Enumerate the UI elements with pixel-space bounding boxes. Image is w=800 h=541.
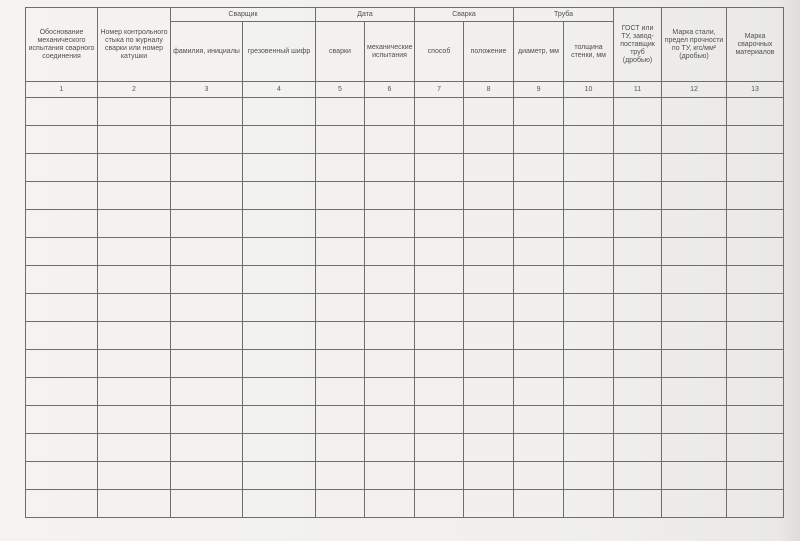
table-cell	[727, 434, 784, 462]
table-cell	[662, 266, 727, 294]
table-cell	[514, 406, 564, 434]
table-cell	[171, 378, 243, 406]
table-cell	[614, 462, 662, 490]
table-cell	[514, 126, 564, 154]
table-cell	[464, 490, 514, 518]
table-cell	[365, 154, 415, 182]
header-group-date: Дата	[316, 8, 415, 22]
column-number: 9	[514, 82, 564, 98]
table-cell	[727, 378, 784, 406]
table-cell	[26, 154, 98, 182]
table-cell	[564, 462, 614, 490]
table-row	[26, 350, 784, 378]
table-row	[26, 126, 784, 154]
table-cell	[26, 490, 98, 518]
table-cell	[727, 154, 784, 182]
table-cell	[415, 294, 464, 322]
table-cell	[614, 378, 662, 406]
table-cell	[415, 378, 464, 406]
table-cell	[243, 406, 316, 434]
table-cell	[415, 350, 464, 378]
table-cell	[662, 462, 727, 490]
table-cell	[464, 210, 514, 238]
header-c10: толщина стенки, мм	[564, 22, 614, 82]
table-cell	[564, 434, 614, 462]
table-cell	[316, 182, 365, 210]
table-cell	[171, 210, 243, 238]
table-cell	[415, 462, 464, 490]
table-cell	[415, 126, 464, 154]
table-cell	[171, 238, 243, 266]
table-cell	[171, 434, 243, 462]
table-cell	[243, 378, 316, 406]
table-cell	[564, 98, 614, 126]
table-cell	[564, 350, 614, 378]
table-cell	[564, 322, 614, 350]
table-cell	[415, 182, 464, 210]
table-cell	[171, 322, 243, 350]
table-cell	[98, 294, 171, 322]
table-cell	[365, 462, 415, 490]
table-cell	[171, 350, 243, 378]
table-cell	[243, 434, 316, 462]
table-cell	[464, 154, 514, 182]
header-group-welder: Сварщик	[171, 8, 316, 22]
table-cell	[171, 294, 243, 322]
header-group-welding: Сварка	[415, 8, 514, 22]
header-c4: грезовенный шифр	[243, 22, 316, 82]
table-cell	[243, 154, 316, 182]
table-cell	[564, 378, 614, 406]
table-cell	[727, 294, 784, 322]
table-cell	[464, 322, 514, 350]
table-cell	[662, 322, 727, 350]
table-cell	[98, 378, 171, 406]
table-cell	[316, 98, 365, 126]
table-cell	[171, 462, 243, 490]
table-cell	[26, 266, 98, 294]
table-cell	[564, 154, 614, 182]
table-cell	[98, 490, 171, 518]
table-cell	[727, 462, 784, 490]
table-cell	[243, 238, 316, 266]
table-cell	[614, 266, 662, 294]
table-cell	[662, 238, 727, 266]
table-cell	[243, 210, 316, 238]
header-c3: фамилия, инициалы	[171, 22, 243, 82]
table-cell	[614, 350, 662, 378]
table-cell	[365, 350, 415, 378]
table-cell	[514, 98, 564, 126]
column-number: 11	[614, 82, 662, 98]
header-group-pipe: Труба	[514, 8, 614, 22]
table-cell	[98, 154, 171, 182]
table-cell	[514, 462, 564, 490]
header-c11: ГОСТ или ТУ, завод-поставщик труб (дробью)	[614, 8, 662, 82]
table-cell	[514, 266, 564, 294]
table-cell	[564, 238, 614, 266]
table-cell	[365, 378, 415, 406]
table-cell	[564, 126, 614, 154]
header-c12: Марка стали, предел прочности по ТУ, кгс/мм² (дробью)	[662, 8, 727, 82]
table-row	[26, 154, 784, 182]
table-cell	[662, 154, 727, 182]
table-cell	[316, 378, 365, 406]
table-cell	[316, 294, 365, 322]
table-cell	[662, 98, 727, 126]
table-cell	[662, 490, 727, 518]
table-cell	[26, 238, 98, 266]
table-row	[26, 266, 784, 294]
header-c9: диаметр, мм	[514, 22, 564, 82]
table-cell	[365, 322, 415, 350]
table-row	[26, 462, 784, 490]
table-cell	[365, 266, 415, 294]
table-cell	[415, 434, 464, 462]
table-cell	[662, 210, 727, 238]
table-cell	[316, 350, 365, 378]
table-cell	[614, 238, 662, 266]
table-cell	[365, 238, 415, 266]
table-cell	[514, 322, 564, 350]
header-c2: Номер контрольного стыка по журналу сварки или номер катушки	[98, 8, 171, 82]
table-cell	[514, 378, 564, 406]
table-cell	[415, 266, 464, 294]
table-cell	[727, 238, 784, 266]
table-cell	[727, 490, 784, 518]
table-cell	[98, 350, 171, 378]
table-cell	[316, 406, 365, 434]
table-cell	[614, 98, 662, 126]
column-number: 6	[365, 82, 415, 98]
header-row-groups	[26, 8, 784, 22]
column-number-row	[26, 82, 784, 98]
table-cell	[243, 350, 316, 378]
table-cell	[243, 182, 316, 210]
header-c5: сварки	[316, 22, 365, 82]
table-cell	[98, 238, 171, 266]
table-row	[26, 98, 784, 126]
table-cell	[727, 98, 784, 126]
table-cell	[614, 434, 662, 462]
table-cell	[514, 182, 564, 210]
column-number: 10	[564, 82, 614, 98]
table-cell	[727, 350, 784, 378]
column-number: 7	[415, 82, 464, 98]
table-cell	[171, 154, 243, 182]
table-cell	[98, 462, 171, 490]
table-cell	[727, 406, 784, 434]
table-cell	[514, 154, 564, 182]
table-cell	[171, 182, 243, 210]
column-number: 4	[243, 82, 316, 98]
table-cell	[614, 126, 662, 154]
table-cell	[614, 182, 662, 210]
column-number: 13	[727, 82, 784, 98]
table-cell	[26, 98, 98, 126]
table-cell	[243, 126, 316, 154]
column-number: 3	[171, 82, 243, 98]
table-cell	[171, 126, 243, 154]
column-number: 12	[662, 82, 727, 98]
table-cell	[514, 490, 564, 518]
table-cell	[614, 210, 662, 238]
table-cell	[464, 350, 514, 378]
table-cell	[564, 294, 614, 322]
table-cell	[316, 266, 365, 294]
table-cell	[26, 462, 98, 490]
table-cell	[243, 490, 316, 518]
table-row	[26, 434, 784, 462]
table-cell	[662, 294, 727, 322]
table-row	[26, 378, 784, 406]
table-cell	[415, 154, 464, 182]
table-cell	[727, 126, 784, 154]
table-cell	[98, 434, 171, 462]
table-cell	[662, 182, 727, 210]
table-cell	[662, 434, 727, 462]
table-cell	[415, 238, 464, 266]
table-cell	[464, 406, 514, 434]
table-cell	[98, 98, 171, 126]
table-cell	[243, 266, 316, 294]
table-row	[26, 238, 784, 266]
table-cell	[415, 322, 464, 350]
table-cell	[464, 182, 514, 210]
header-c1: Обоснование механического испытания сварного соединения	[26, 8, 98, 82]
table-cell	[727, 322, 784, 350]
table-cell	[514, 350, 564, 378]
table-cell	[727, 182, 784, 210]
table-row	[26, 182, 784, 210]
table-cell	[365, 182, 415, 210]
table-cell	[564, 210, 614, 238]
table-cell	[316, 210, 365, 238]
table-cell	[415, 210, 464, 238]
table-cell	[365, 434, 415, 462]
header-c8: положение	[464, 22, 514, 82]
header-c13: Марка сварочных материалов	[727, 8, 784, 82]
table-cell	[316, 238, 365, 266]
table-cell	[243, 322, 316, 350]
table-cell	[316, 126, 365, 154]
table-cell	[98, 182, 171, 210]
table-cell	[365, 294, 415, 322]
column-number: 8	[464, 82, 514, 98]
table-cell	[662, 126, 727, 154]
table-cell	[316, 154, 365, 182]
table-cell	[464, 462, 514, 490]
table-cell	[316, 434, 365, 462]
table-cell	[26, 294, 98, 322]
table-cell	[365, 210, 415, 238]
table-cell	[316, 462, 365, 490]
table-cell	[464, 266, 514, 294]
table-cell	[514, 238, 564, 266]
table-cell	[614, 294, 662, 322]
table-cell	[614, 490, 662, 518]
table-cell	[415, 490, 464, 518]
table-cell	[415, 98, 464, 126]
table-cell	[662, 350, 727, 378]
table-cell	[415, 406, 464, 434]
table-cell	[365, 490, 415, 518]
table-cell	[26, 406, 98, 434]
table-cell	[243, 462, 316, 490]
table-cell	[514, 294, 564, 322]
table-cell	[365, 98, 415, 126]
table-cell	[564, 490, 614, 518]
table-cell	[614, 406, 662, 434]
table-cell	[365, 406, 415, 434]
table-cell	[464, 378, 514, 406]
table-cell	[316, 322, 365, 350]
table-cell	[614, 154, 662, 182]
table-cell	[564, 182, 614, 210]
table-cell	[98, 210, 171, 238]
table-cell	[514, 210, 564, 238]
table-cell	[662, 406, 727, 434]
table-cell	[98, 266, 171, 294]
table-cell	[171, 266, 243, 294]
table-row	[26, 322, 784, 350]
header-c6: механические испытания	[365, 22, 415, 82]
table-cell	[514, 434, 564, 462]
table-row	[26, 406, 784, 434]
table-cell	[26, 322, 98, 350]
table-cell	[564, 406, 614, 434]
table-cell	[243, 294, 316, 322]
table-row	[26, 490, 784, 518]
table-cell	[464, 126, 514, 154]
table-cell	[464, 98, 514, 126]
column-number: 1	[26, 82, 98, 98]
table-cell	[365, 126, 415, 154]
journal-table	[25, 7, 784, 518]
table-cell	[26, 434, 98, 462]
table-cell	[727, 266, 784, 294]
table-cell	[316, 490, 365, 518]
table-cell	[26, 210, 98, 238]
table-cell	[464, 434, 514, 462]
table-cell	[98, 406, 171, 434]
table-cell	[98, 126, 171, 154]
table-cell	[464, 238, 514, 266]
table-cell	[171, 490, 243, 518]
table-cell	[26, 182, 98, 210]
table-cell	[614, 322, 662, 350]
table-row	[26, 210, 784, 238]
header-c7: способ	[415, 22, 464, 82]
table-row	[26, 294, 784, 322]
table-cell	[171, 406, 243, 434]
table-cell	[564, 266, 614, 294]
table-cell	[727, 210, 784, 238]
table-cell	[26, 126, 98, 154]
table-cell	[171, 98, 243, 126]
table-cell	[98, 322, 171, 350]
column-number: 2	[98, 82, 171, 98]
table-cell	[464, 294, 514, 322]
column-number: 5	[316, 82, 365, 98]
table-cell	[243, 98, 316, 126]
table-cell	[26, 378, 98, 406]
table-cell	[26, 350, 98, 378]
table-cell	[662, 378, 727, 406]
